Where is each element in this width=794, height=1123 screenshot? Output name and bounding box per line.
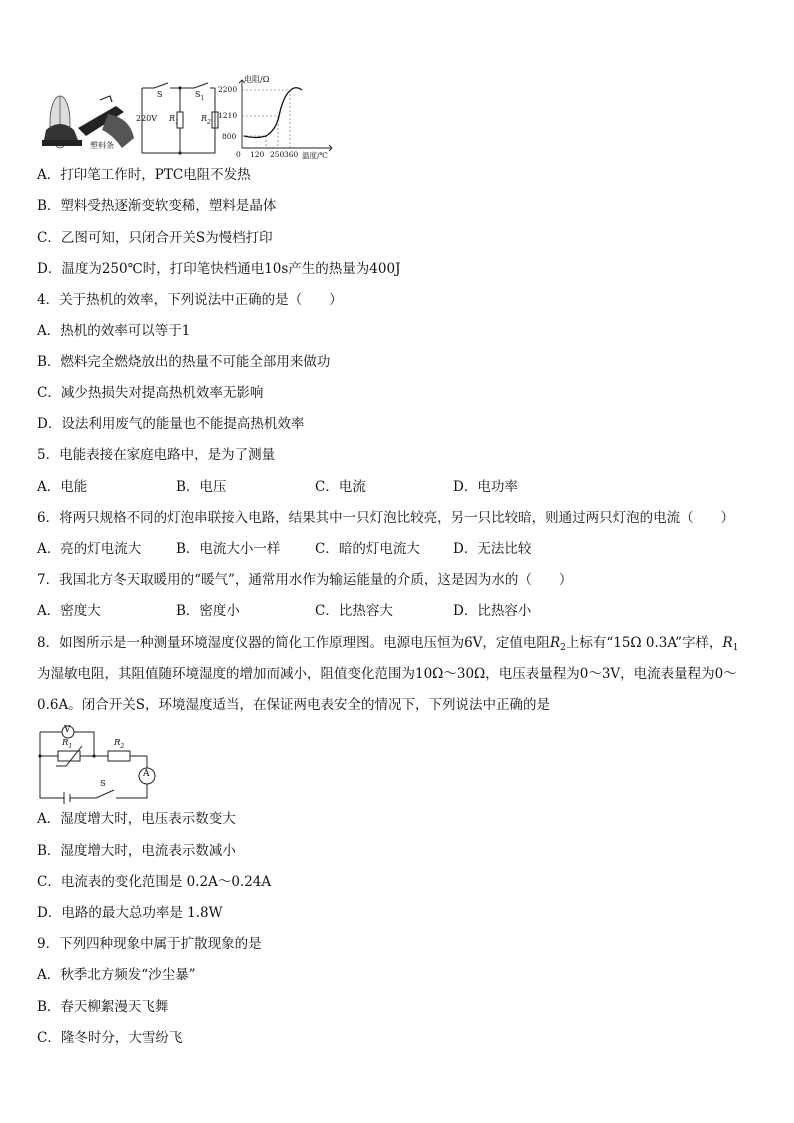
pen-circuit-diagram [138, 80, 220, 158]
q3-option-d: D．温度为250℃时，打印笔快档通电10s产生的热量为400J [37, 261, 401, 277]
graph-xtick-120: 120 [250, 150, 265, 159]
graph-x-axis-label: 温度/℃ [302, 151, 328, 160]
q8-option-b: B．湿度增大时，电流表示数减小 [37, 843, 236, 859]
q8-option-a: A．湿度增大时，电压表示数变大 [37, 811, 236, 827]
q9-stem: 9．下列四种现象中属于扩散现象的是 [37, 936, 262, 952]
q6-option-b: B．电流大小一样 [176, 541, 281, 557]
q9-option-c: C．隆冬时分，大雪纷飞 [37, 1030, 183, 1046]
q9-option-b: B．春天柳絮漫天飞舞 [37, 999, 169, 1015]
q5-option-d: D．电功率 [453, 479, 518, 495]
ammeter-label: A [143, 769, 150, 779]
voltmeter-label: V [64, 725, 71, 735]
q5-option-b: B．电压 [176, 479, 227, 495]
q6-option-d: D．无法比较 [453, 541, 532, 557]
q7-option-c: C．比热容大 [315, 603, 393, 619]
q5-option-c: C．电流 [315, 479, 366, 495]
q5-option-a: A．电能 [37, 479, 88, 495]
resistor-r1-label: $R_1$ [169, 114, 179, 126]
graph-ytick-1210: 1210 [218, 111, 238, 120]
q8-stem-line1: 8．如图所示是一种测量环境湿度仪器的简化工作原理图。电源电压恒为6V，定值电阻$R_2$上标有“15Ω 0.3A”字样，$R_1$ [37, 635, 739, 653]
fixed-resistor-r2-label: $R_2$ [114, 738, 125, 750]
switch-s1-label: $S_1$ [195, 90, 205, 102]
humidity-circuit-diagram [36, 722, 160, 804]
graph-xtick-0: 0 [236, 150, 241, 159]
graph-xtick-250: 250 [270, 150, 285, 159]
q7-stem: 7．我国北方冬天取暖用的“暖气”，通常用水作为输运能量的介质，这是因为水的（ ） [37, 572, 573, 588]
q8-stem-line3: 0.6A。闭合开关S，环境湿度适当，在保证两电表安全的情况下，下列说法中正确的是 [37, 697, 550, 713]
q4-option-b: B．燃料完全燃烧放出的热量不可能全部用来做功 [37, 354, 331, 370]
q4-option-c: C．减少热损失对提高热机效率无影响 [37, 385, 264, 401]
q8-option-d: D．电路的最大总功率是 1.8W [37, 905, 223, 921]
q9-option-a: A．秋季北方频发“沙尘暴” [37, 967, 196, 983]
resistance-temperature-graph [218, 75, 340, 160]
q4-option-a: A．热机的效率可以等于1 [37, 323, 191, 339]
switch-s-label: S [100, 779, 106, 789]
q4-option-d: D．设法利用废气的能量也不能提高热机效率 [37, 416, 305, 432]
q8-stem-line2: 为湿敏电阻，其阻值随环境湿度的增加而减小，阻值变化范围为10Ω～30Ω，电压表量程为0～3V，电流表量程为0～ [37, 666, 737, 682]
q7-option-b: B．密度小 [176, 603, 240, 619]
plastic-strip-label: 塑料条 [90, 141, 114, 150]
q4-stem: 4．关于热机的效率，下列说法中正确的是（ ） [37, 292, 343, 308]
q8-option-c: C．电流表的变化范围是 0.2A～0.24A [37, 874, 272, 890]
q6-stem: 6．将两只规格不同的灯泡串联接入电路，结果其中一只灯泡比较亮，另一只比较暗，则通过两只灯泡的电流（ ） [37, 510, 735, 526]
switch-s-label: S [157, 90, 163, 99]
graph-ytick-800: 800 [222, 132, 237, 141]
graph-y-axis-label: 电阻/Ω [244, 75, 270, 84]
q6-option-a: A．亮的灯电流大 [37, 541, 142, 557]
q7-option-d: D．比热容小 [453, 603, 532, 619]
q5-stem: 5．电能表接在家庭电路中，是为了测量 [37, 447, 276, 463]
q6-option-c: C．暗的灯电流大 [315, 541, 420, 557]
q7-option-a: A．密度大 [37, 603, 101, 619]
graph-ytick-2200: 2200 [218, 85, 238, 94]
resistor-r2-label: $R_2$ [201, 114, 211, 126]
humidity-resistor-r1-label: $R_1$ [62, 738, 73, 750]
q3-option-a: A．打印笔工作时，PTC电阻不发热 [37, 167, 251, 183]
supply-voltage-label: 220V [136, 114, 158, 123]
q3-option-b: B．塑料受热逐渐变软变稀，塑料是晶体 [37, 198, 277, 214]
graph-xtick-360: 360 [284, 150, 299, 159]
q3-option-c: C．乙图可知，只闭合开关S为慢档打印 [37, 230, 273, 246]
pen-illustration [38, 78, 138, 158]
